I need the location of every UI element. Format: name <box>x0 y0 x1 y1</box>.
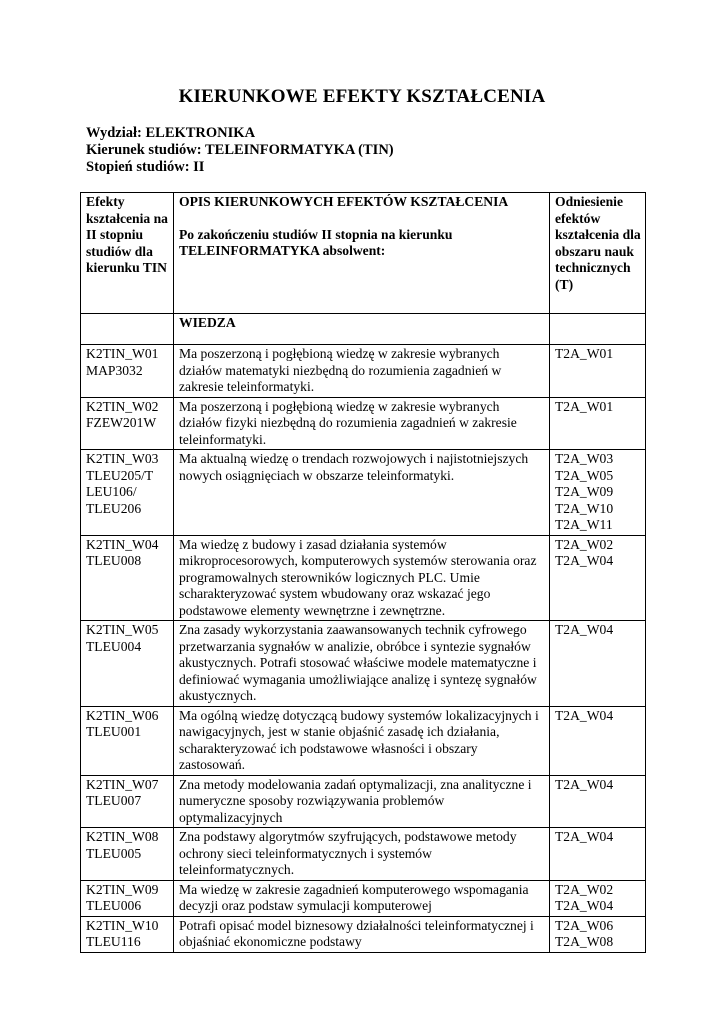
outcome-code: K2TIN_W05 TLEU004 <box>81 621 174 707</box>
outcome-reference: T2A_W04 <box>550 828 646 881</box>
outcome-code: K2TIN_W07 TLEU007 <box>81 775 174 828</box>
outcome-reference: T2A_W04 <box>550 706 646 775</box>
outcome-code: K2TIN_W08 TLEU005 <box>81 828 174 881</box>
outcome-description: Zna metody modelowania zadań optymalizacji, zna analityczne i numeryczne sposoby rozwiązywania problemów optymalizacyjnych <box>174 775 550 828</box>
table-row <box>81 345 646 398</box>
outcome-code: K2TIN_W01 MAP3032 <box>81 345 174 398</box>
outcome-description: Ma ogólną wiedzę dotyczącą budowy systemów lokalizacyjnych i nawigacyjnych, jest w stanie objaśnić zasadę ich działania, scharakteryzować ich podstawowe własności i obszary zastosowań. <box>174 706 550 775</box>
table-row <box>81 621 646 707</box>
table-row <box>81 535 646 621</box>
section-title: WIEDZA <box>174 314 550 345</box>
table-row <box>81 397 646 450</box>
outcome-description: Ma wiedzę w zakresie zagadnień komputerowego wspomagania decyzji oraz podstaw symulacji komputerowej <box>174 880 550 916</box>
outcome-description: Ma aktualną wiedzę o trendach rozwojowych i najistotniejszych nowych osiągnięciach w obszarze teleinformatyki. <box>174 450 550 536</box>
table-row <box>81 775 646 828</box>
table-row <box>81 706 646 775</box>
outcome-reference: T2A_W04 <box>550 621 646 707</box>
table-row <box>81 828 646 881</box>
table-row <box>81 450 646 536</box>
outcome-code: K2TIN_W04 TLEU008 <box>81 535 174 621</box>
outcome-code: K2TIN_W09 TLEU006 <box>81 880 174 916</box>
header-reference: Odniesienie efektów kształcenia dla obszaru nauk technicznych (T) <box>550 193 646 314</box>
table-row <box>81 880 646 916</box>
header-outcome-code: Efekty kształcenia na II stopniu studiów dla kierunku TIN <box>81 193 174 314</box>
header-description <box>174 193 550 314</box>
section-row <box>81 314 646 345</box>
outcome-description: Potrafi opisać model biznesowy działalności teleinformatycznej i objaśniać ekonomiczne podstawy <box>174 916 550 952</box>
header-description-title: OPIS KIERUNKOWYCH EFEKTÓW KSZTAŁCENIA <box>179 194 509 209</box>
outcome-code: K2TIN_W10 TLEU116 <box>81 916 174 952</box>
outcome-description: Zna zasady wykorzystania zaawansowanych technik cyfrowego przetwarzania sygnałów w analizie, obróbce i syntezie sygnałów akustycznych. Potrafi stosować właściwe modele matematyczne i definiować wymagania umożliwiające analizę i syntezę sygnałów akustycznych. <box>174 621 550 707</box>
outcome-reference: T2A_W01 <box>550 397 646 450</box>
outcome-reference: T2A_W01 <box>550 345 646 398</box>
outcome-reference: T2A_W04 <box>550 775 646 828</box>
header-description-subtitle: Po zakończeniu studiów II stopnia na kierunku TELEINFORMATYKA absolwent: <box>179 226 453 258</box>
outcome-code: K2TIN_W06 TLEU001 <box>81 706 174 775</box>
field-of-study-line: Kierunek studiów: TELEINFORMATYKA (TIN) <box>86 142 394 158</box>
table-row <box>81 916 646 952</box>
learning-outcomes-table <box>80 192 646 953</box>
table-header-row <box>81 193 646 314</box>
outcome-description: Ma poszerzoną i pogłębioną wiedzę w zakresie wybranych działów fizyki niezbędną do rozumienia zagadnień w zakresie teleinformatyki. <box>174 397 550 450</box>
outcome-description: Ma poszerzoną i pogłębioną wiedzę w zakresie wybranych działów matematyki niezbędną do rozumienia zagadnień w zakresie teleinformatyki. <box>174 345 550 398</box>
outcome-reference: T2A_W03 T2A_W05 T2A_W09 T2A_W10 T2A_W11 <box>550 450 646 536</box>
degree-level-line: Stopień studiów: II <box>86 159 205 175</box>
outcome-code: K2TIN_W02 FZEW201W <box>81 397 174 450</box>
outcome-reference: T2A_W02 T2A_W04 <box>550 880 646 916</box>
outcome-reference: T2A_W02 T2A_W04 <box>550 535 646 621</box>
outcome-description: Ma wiedzę z budowy i zasad działania systemów mikroprocesorowych, komputerowych systemów sterowania oraz programowalnych sterowników logicznych PLC. Umie scharakteryzować system wbudowany oraz wskazać jego podstawowe elementy wewnętrzne i zewnętrzne. <box>174 535 550 621</box>
outcome-reference: T2A_W06 T2A_W08 <box>550 916 646 952</box>
document-meta <box>86 125 394 176</box>
outcome-description: Zna podstawy algorytmów szyfrujących, podstawowe metody ochrony sieci teleinformatycznych i systemów teleinformatycznych. <box>174 828 550 881</box>
document-title: KIERUNKOWE EFEKTY KSZTAŁCENIA <box>178 86 546 107</box>
faculty-line: Wydział: ELEKTRONIKA <box>86 125 256 141</box>
outcome-code: K2TIN_W03 TLEU205/T LEU106/ TLEU206 <box>81 450 174 536</box>
